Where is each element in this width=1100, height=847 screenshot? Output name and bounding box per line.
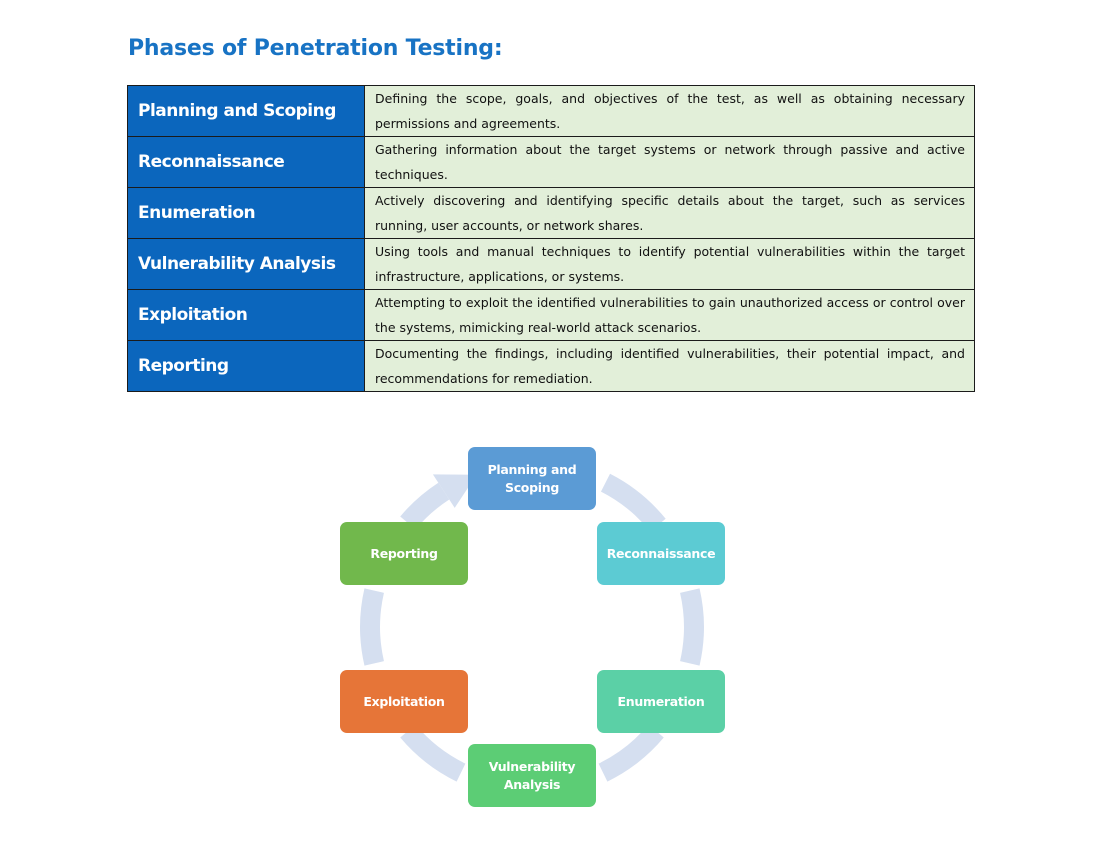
- cycle-node-label: Reconnaissance: [606, 545, 716, 561]
- phase-description-cell: Defining the scope, goals, and objectives of the test, as well as obtaining necessary permissions and agreements.: [365, 86, 975, 137]
- phase-description-cell: Documenting the findings, including identified vulnerabilities, their potential impact, and recommendations for remediation.: [365, 341, 975, 392]
- cycle-node-label: Vulnerability Analysis: [488, 758, 576, 792]
- phase-description-cell: Actively discovering and identifying specific details about the target, such as services running, user accounts, or network shares.: [365, 188, 975, 239]
- phase-name-cell: Vulnerability Analysis: [128, 239, 365, 290]
- cycle-arrow-segment: [408, 491, 444, 523]
- cycle-node-reconnaissance: [597, 522, 725, 585]
- page-title: Phases of Penetration Testing:: [128, 36, 503, 61]
- phase-description-cell: Gathering information about the target systems or network through passive and active techniques.: [365, 137, 975, 188]
- cycle-arrow-segment: [408, 731, 461, 773]
- cycle-node-label: Planning and Scoping: [487, 461, 577, 495]
- phase-description-cell: Attempting to exploit the identified vulnerabilities to gain unauthorized access or control over the systems, mimicking real-world attack scenarios.: [365, 290, 975, 341]
- cycle-node-vulnerability-analysis: [468, 744, 596, 807]
- phase-name-cell: Reconnaissance: [128, 137, 365, 188]
- cycle-arrow-segment: [606, 483, 658, 525]
- cycle-node-label: Exploitation: [363, 693, 445, 709]
- cycle-node-label: Enumeration: [617, 693, 705, 709]
- phase-name-cell: Enumeration: [128, 188, 365, 239]
- phase-name-cell: Planning and Scoping: [128, 86, 365, 137]
- cycle-node-label: Reporting: [370, 545, 438, 561]
- cycle-node-planning-and-scoping: [468, 447, 596, 510]
- cycle-node-enumeration: [597, 670, 725, 733]
- cycle-arrow-segment: [370, 591, 374, 664]
- phase-description-cell: Using tools and manual techniques to identify potential vulnerabilities within the target infrastructure, applications, or systems.: [365, 239, 975, 290]
- cycle-node-exploitation: [340, 670, 468, 733]
- cycle-arrow-segment: [603, 731, 656, 773]
- cycle-node-reporting: [340, 522, 468, 585]
- cycle-arrow-segment: [690, 591, 694, 664]
- phase-name-cell: Reporting: [128, 341, 365, 392]
- phase-name-cell: Exploitation: [128, 290, 365, 341]
